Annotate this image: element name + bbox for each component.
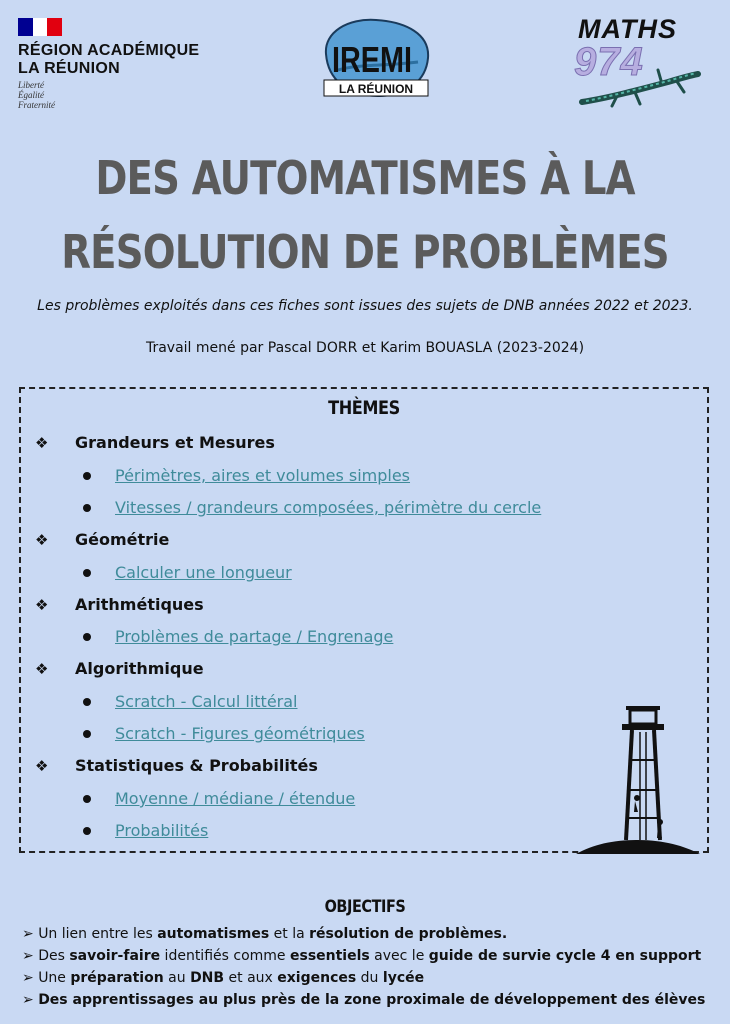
objectif-line-4: ➢ Des apprentissages au plus près de la zone proximale de développement des élèves [22, 992, 706, 1008]
list-item [83, 821, 208, 840]
list-item [83, 692, 298, 711]
bullet-icon [83, 795, 91, 803]
credits: Travail mené par Pascal DORR et Karim BOUASLA (2023-2024) [145, 340, 585, 356]
objectif-line-1: ➢ Un lien entre les automatismes et la résolution de problèmes. [22, 926, 508, 942]
theme-label: Géométrie [75, 530, 170, 549]
french-flag-icon [18, 18, 62, 36]
theme-geometrie [35, 530, 169, 549]
link-problemes-partage[interactable]: Problèmes de partage / Engrenage [115, 627, 394, 646]
bullet-icon [83, 504, 91, 512]
lighthouse-illustration-icon [574, 700, 702, 858]
maths-logo-text: MATHS [578, 14, 677, 44]
republic-motto [18, 80, 218, 110]
theme-label: Arithmétiques [75, 595, 204, 614]
page-title-line-2: RÉSOLUTION DE PROBLÈMES [61, 225, 669, 279]
bullet-icon [83, 730, 91, 738]
link-scratch-calcul-litteral[interactable]: Scratch - Calcul littéral [115, 692, 298, 711]
diamond-bullet-icon: ❖ [35, 595, 49, 614]
theme-arithmetiques [35, 595, 204, 614]
arrow-bullet-icon: ➢ [22, 926, 39, 942]
list-item [83, 563, 292, 582]
gecko-icon [578, 60, 702, 110]
bullet-icon [83, 569, 91, 577]
page-title-line-1: DES AUTOMATISMES À LA [95, 151, 635, 205]
bullet-icon [83, 633, 91, 641]
maths-974-logo [572, 14, 704, 110]
list-item [83, 627, 393, 646]
arrow-bullet-icon: ➢ [22, 948, 39, 964]
objectif-line-2: ➢ Des savoir-faire identifiés comme essentiels avec le guide de survie cycle 4 en support [22, 948, 702, 964]
arrow-bullet-icon: ➢ [22, 992, 39, 1008]
bullet-icon [83, 698, 91, 706]
theme-label: Statistiques & Probabilités [75, 756, 318, 775]
diamond-bullet-icon: ❖ [35, 433, 49, 452]
region-academique-logo [18, 18, 218, 110]
region-line-2: LA RÉUNION [18, 60, 120, 77]
objectifs-heading: OBJECTIFS [324, 897, 406, 917]
diamond-bullet-icon: ❖ [35, 756, 49, 775]
link-moyenne-mediane[interactable]: Moyenne / médiane / étendue [115, 789, 356, 808]
list-item [83, 724, 365, 743]
themes-heading: THÈMES [328, 397, 400, 419]
theme-label: Grandeurs et Mesures [75, 433, 275, 452]
link-calculer-longueur[interactable]: Calculer une longueur [115, 563, 292, 582]
motto-fraternite: Fraternité [18, 100, 55, 110]
iremi-logo-text: IREMI [332, 39, 412, 80]
diamond-bullet-icon: ❖ [35, 530, 49, 549]
link-perimetres-aires-volumes[interactable]: Périmètres, aires et volumes simples [115, 466, 411, 485]
iremi-logo-subtitle: LA RÉUNION [338, 82, 414, 96]
link-probabilites[interactable]: Probabilités [115, 821, 209, 840]
maths-logo-number: 974 [574, 40, 644, 84]
motto-liberte: Liberté [18, 80, 44, 90]
theme-algorithmique [35, 659, 204, 678]
objectif-line-3: ➢ Une préparation au DNB et aux exigences du lycée [22, 970, 425, 986]
theme-label: Algorithmique [75, 659, 204, 678]
list-item [83, 789, 355, 808]
link-scratch-figures[interactable]: Scratch - Figures géométriques [115, 724, 365, 743]
bullet-icon [83, 827, 91, 835]
arrow-bullet-icon: ➢ [22, 970, 39, 986]
bullet-icon [83, 472, 91, 480]
link-vitesses-grandeurs[interactable]: Vitesses / grandeurs composées, périmètre du cercle [115, 498, 542, 517]
theme-statistiques-probabilites [35, 756, 318, 775]
subtitle: Les problèmes exploités dans ces fiches sont issues des sujets de DNB années 2022 et 2023. [37, 298, 693, 314]
list-item [83, 466, 410, 485]
theme-grandeurs-mesures [35, 433, 275, 452]
diamond-bullet-icon: ❖ [35, 659, 49, 678]
iremi-logo [318, 14, 434, 100]
region-line-1: RÉGION ACADÉMIQUE [18, 42, 200, 59]
motto-egalite: Égalité [18, 90, 44, 100]
list-item [83, 498, 541, 517]
